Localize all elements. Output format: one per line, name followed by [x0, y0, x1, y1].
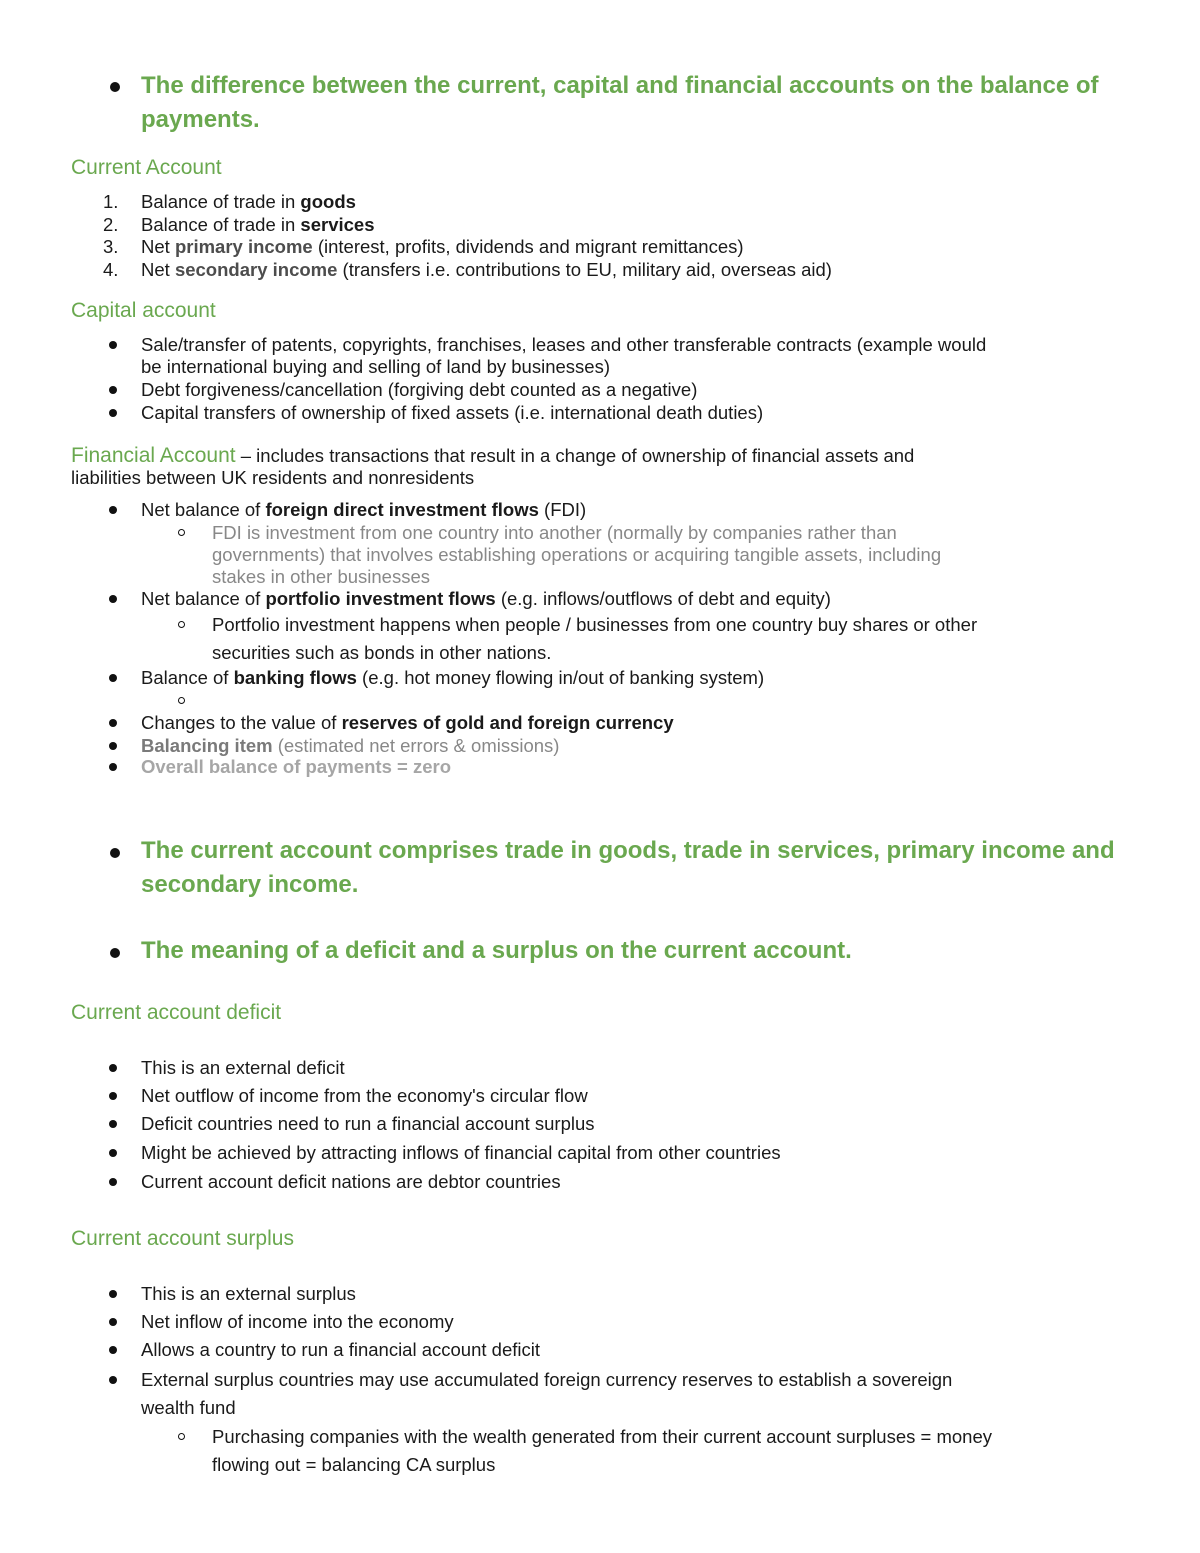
financial-account-intro: Financial Account – includes transactions that result in a change of ownership of financial assets and: [71, 444, 915, 467]
list-item-continuation: wealth fund: [141, 1397, 236, 1418]
list-number: 1.: [103, 191, 119, 212]
bullet-icon: [110, 848, 120, 858]
list-item: Net outflow of income from the economy's circular flow: [141, 1085, 588, 1106]
bullet-icon: [109, 1092, 117, 1100]
bullet-icon: [109, 763, 117, 771]
list-item: Net inflow of income into the economy: [141, 1311, 454, 1332]
sub-item: Portfolio investment happens when people / businesses from one country buy shares or other: [212, 614, 978, 635]
sub-item-continuation: securities such as bonds in other nations.: [212, 642, 552, 663]
bullet-icon: [109, 595, 117, 603]
section-heading-surplus: Current account surplus: [71, 1227, 294, 1250]
headline-1: The difference between the current, capital and financial accounts on the balance of payments.: [141, 72, 1099, 133]
list-item: External surplus countries may use accumulated foreign currency reserves to establish a sovereign: [141, 1369, 953, 1390]
bullet-icon: [109, 1120, 117, 1128]
bullet-icon: [109, 1064, 117, 1072]
bullet-icon: [110, 82, 120, 92]
bullet-icon: [109, 409, 117, 417]
sub-bullet-icon: [178, 621, 185, 628]
bullet-icon: [109, 1149, 117, 1157]
headline-3: The meaning of a deficit and a surplus on the current account.: [141, 937, 852, 964]
bullet-icon: [109, 386, 117, 394]
list-item: Balance of trade in services: [141, 214, 375, 235]
list-item: Debt forgiveness/cancellation (forgiving debt counted as a negative): [141, 379, 698, 400]
sub-item-continuation: stakes in other businesses: [212, 566, 431, 587]
list-item: Balance of trade in goods: [141, 191, 356, 212]
sub-item-continuation: flowing out = balancing CA surplus: [212, 1454, 496, 1475]
list-item: Deficit countries need to run a financial account surplus: [141, 1113, 595, 1134]
financial-account-intro-continuation: liabilities between UK residents and nonresidents: [71, 467, 475, 488]
list-item-balancing: Balancing item (estimated net errors & omissions): [141, 735, 560, 756]
list-item-reserves: Changes to the value of reserves of gold and foreign currency: [141, 712, 674, 733]
section-heading-deficit: Current account deficit: [71, 1001, 282, 1024]
list-item-overall: Overall balance of payments = zero: [141, 756, 452, 777]
list-number: 2.: [103, 214, 119, 235]
sub-bullet-icon: [178, 697, 185, 704]
list-item: Capital transfers of ownership of fixed assets (i.e. international death duties): [141, 402, 764, 423]
list-item: Sale/transfer of patents, copyrights, franchises, leases and other transferable contracts (example would: [141, 334, 987, 355]
sub-item: FDI is investment from one country into another (normally by companies rather than: [212, 522, 897, 543]
bullet-icon: [109, 1290, 117, 1298]
bullet-icon: [109, 1318, 117, 1326]
section-heading-current-account: Current Account: [71, 156, 222, 179]
headline-2: The current account comprises trade in goods, trade in services, primary income and secondary income.: [141, 837, 1115, 898]
section-heading-financial-account: Financial Account: [71, 444, 236, 467]
sub-item: Purchasing companies with the wealth generated from their current account surpluses = money: [212, 1426, 992, 1447]
sub-item-continuation: governments) that involves establishing operations or acquiring tangible assets, including: [212, 544, 942, 565]
list-item: Allows a country to run a financial account deficit: [141, 1339, 540, 1360]
bullet-icon: [109, 1376, 117, 1384]
bullet-icon: [109, 719, 117, 727]
list-item: This is an external deficit: [141, 1057, 345, 1078]
sub-bullet-icon: [178, 1433, 185, 1440]
list-item-continuation: be international buying and selling of land by businesses): [141, 356, 610, 377]
list-item-banking: Balance of banking flows (e.g. hot money flowing in/out of banking system): [141, 667, 765, 688]
list-item: This is an external surplus: [141, 1283, 356, 1304]
list-item-fdi: Net balance of foreign direct investment flows (FDI): [141, 499, 587, 520]
list-item-portfolio: Net balance of portfolio investment flows (e.g. inflows/outflows of debt and equity): [141, 588, 831, 609]
list-item: Current account deficit nations are debtor countries: [141, 1171, 561, 1192]
list-number: 3.: [103, 236, 119, 257]
list-item: Net secondary income (transfers i.e. contributions to EU, military aid, overseas aid): [141, 259, 832, 280]
bullet-icon: [109, 742, 117, 750]
bullet-icon: [110, 948, 120, 958]
sub-bullet-icon: [178, 529, 185, 536]
bullet-icon: [109, 674, 117, 682]
list-number: 4.: [103, 259, 119, 280]
section-heading-capital-account: Capital account: [71, 299, 216, 322]
bullet-icon: [109, 1178, 117, 1186]
bullet-icon: [109, 1346, 117, 1354]
bullet-icon: [109, 341, 117, 349]
list-item: Net primary income (interest, profits, dividends and migrant remittances): [141, 236, 744, 257]
list-item: Might be achieved by attracting inflows of financial capital from other countries: [141, 1142, 781, 1163]
bullet-icon: [109, 506, 117, 514]
